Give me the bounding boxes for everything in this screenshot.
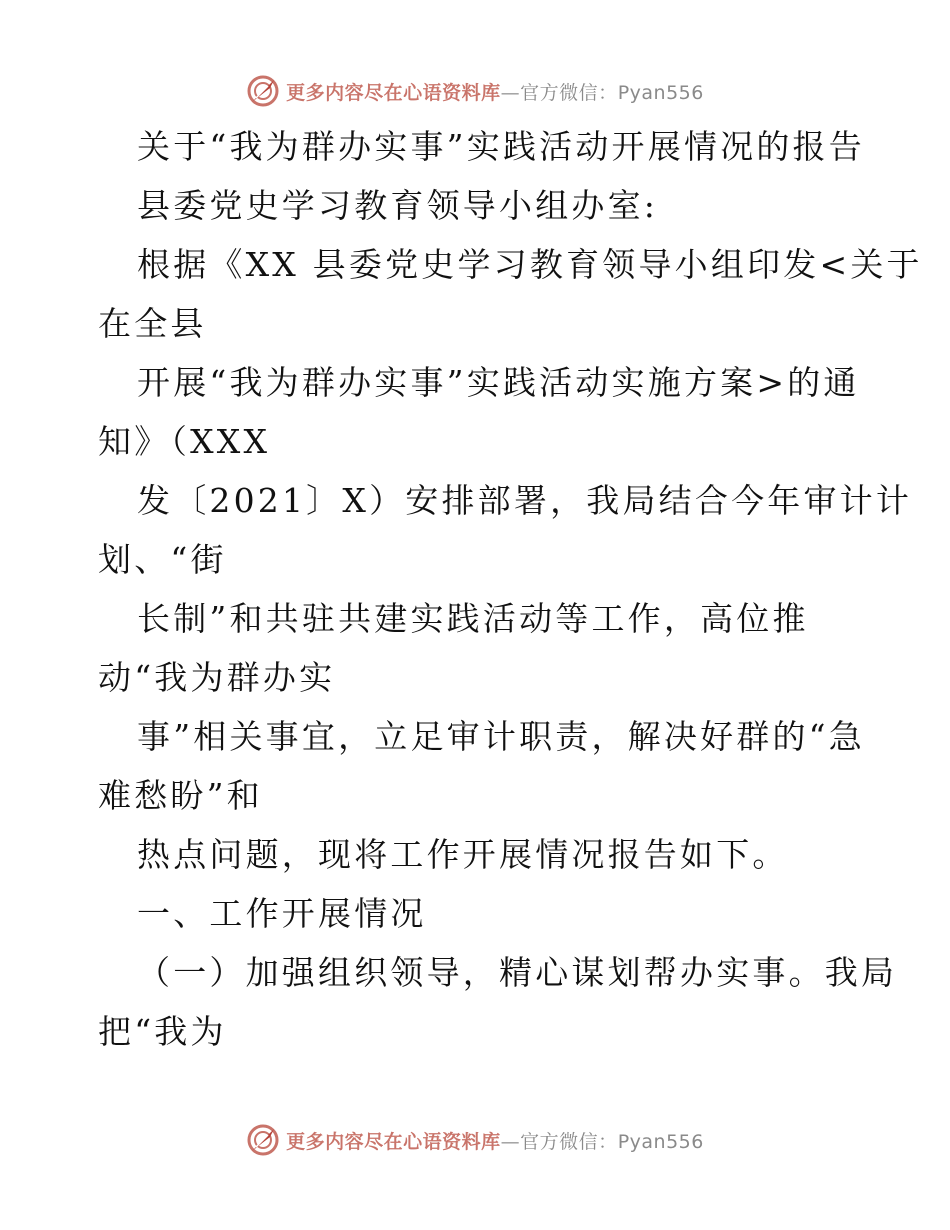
paragraph-line: 难愁盼”和 — [98, 776, 263, 815]
watermark-contact-label: 官方微信： — [520, 81, 618, 104]
watermark-wechat-id: Pyan556 — [617, 81, 704, 104]
watermark-dash: — — [500, 81, 521, 104]
footer-watermark — [0, 1120, 950, 1160]
section-heading: 一、工作开展情况 — [137, 894, 427, 933]
quill-logo-icon — [246, 74, 280, 108]
document-recipient: 县委党史学习教育领导小组办室: — [137, 186, 659, 225]
paragraph-line: 把“我为 — [98, 1012, 227, 1051]
watermark-wechat-id: Pyan556 — [617, 1130, 704, 1153]
paragraph-line: 在全县 — [98, 304, 207, 343]
document-title: 关于“我为群办实事”实践活动开展情况的报告 — [137, 127, 865, 166]
paragraph-line: （一）加强组织领导，精心谋划帮办实事。我局 — [137, 953, 898, 992]
paragraph-line: 开展“我为群办实事”实践活动实施方案>的通 — [137, 363, 860, 402]
watermark-brand: 更多内容尽在心语资料库 — [286, 81, 501, 104]
paragraph-line: 动“我为群办实 — [98, 658, 336, 697]
paragraph-line: 划、“街 — [98, 540, 227, 579]
paragraph-line: 长制”和共驻共建实践活动等工作，高位推 — [137, 599, 809, 638]
paragraph-line: 根据《XX 县委党史学习教育领导小组印发<关于 — [137, 245, 923, 284]
watermark-brand: 更多内容尽在心语资料库 — [286, 1130, 501, 1153]
paragraph-line: 发〔2021〕X）安排部署，我局结合今年审计计 — [137, 481, 913, 520]
paragraph-line: 事”相关事宜，立足审计职责，解决好群的“急 — [137, 717, 865, 756]
paragraph-line: 热点问题，现将工作开展情况报告如下。 — [137, 835, 789, 874]
watermark-contact-label: 官方微信： — [520, 1130, 618, 1153]
quill-logo-icon — [246, 1123, 280, 1157]
header-watermark — [0, 71, 950, 111]
paragraph-line: 知》（XXX — [98, 422, 271, 461]
watermark-dash: — — [500, 1130, 521, 1153]
